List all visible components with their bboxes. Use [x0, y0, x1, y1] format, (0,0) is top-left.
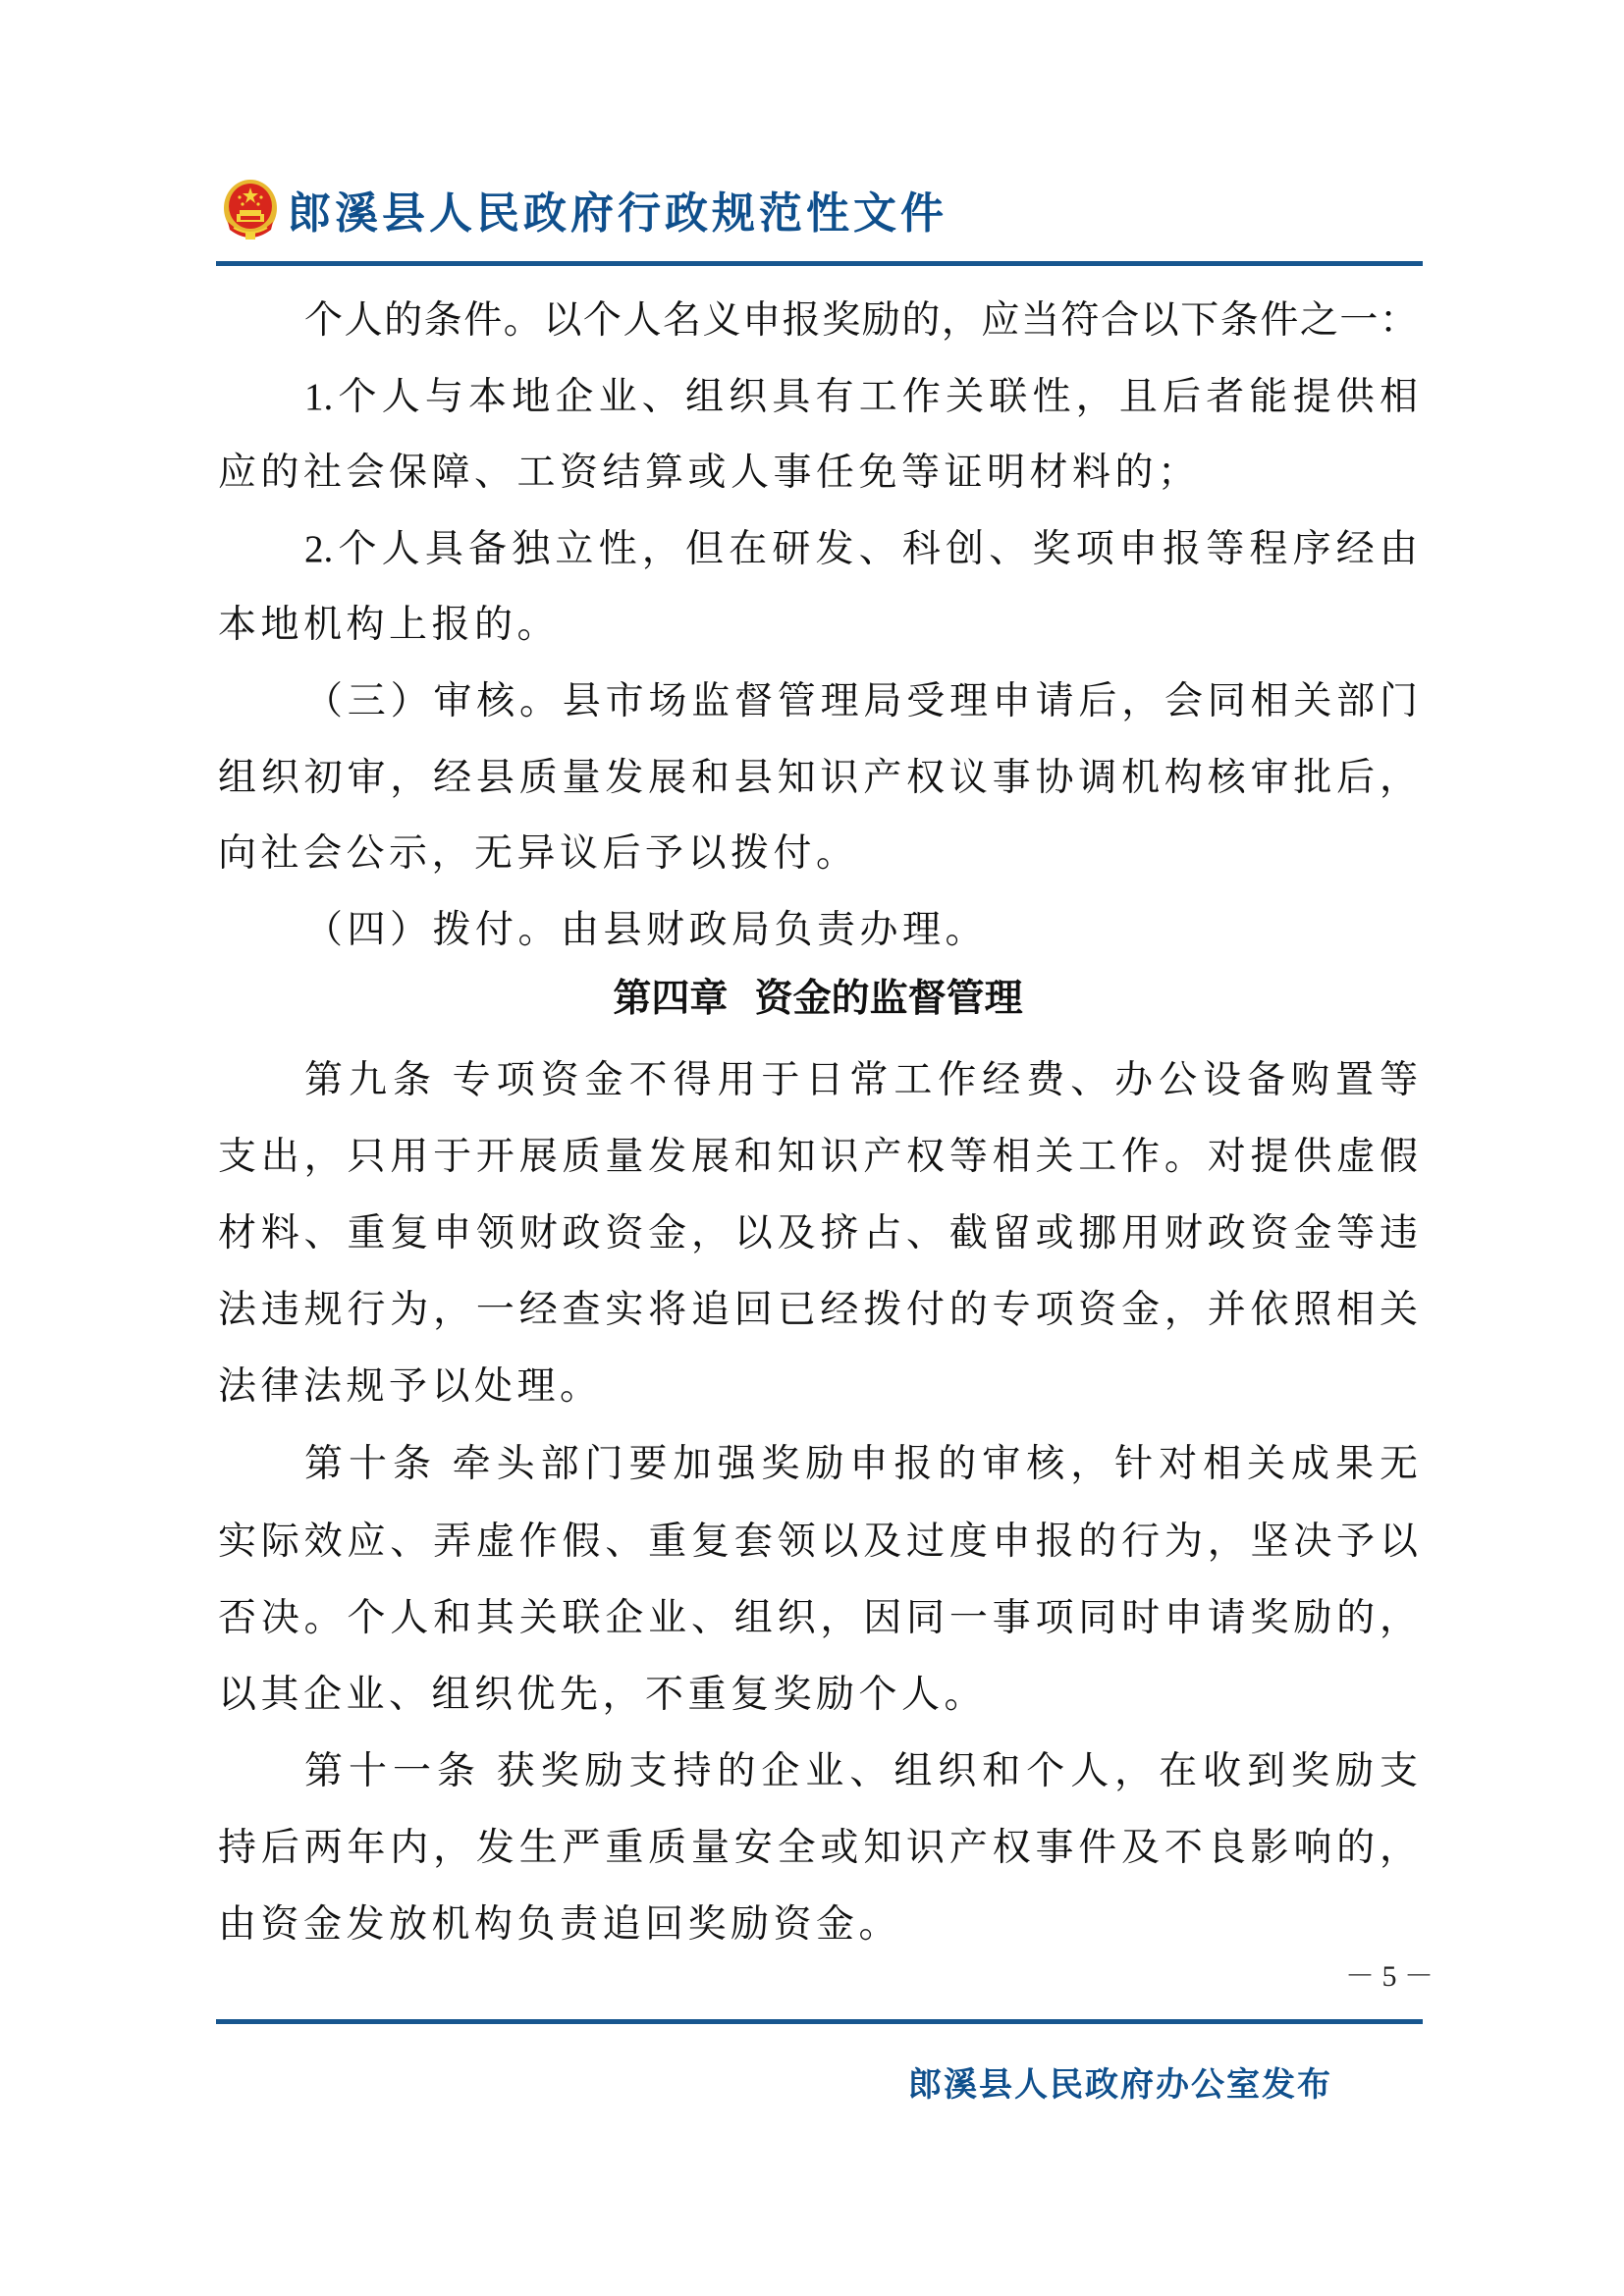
- body-line: 材料、重复申领财政资金，以及挤占、截留或挪用财政资金等违: [218, 1212, 1418, 1255]
- body-line: 应的社会保障、工资结算或人事任免等证明材料的；: [218, 452, 1201, 494]
- body-line: 向社会公示，无异议后予以拨付。: [218, 832, 859, 875]
- chapter-heading: 第四章 资金的监督管理: [613, 977, 1023, 1021]
- publisher-footer: 郎溪县人民政府办公室发布: [908, 2065, 1332, 2105]
- body-line: （三）审核。县市场监督管理局受理申请后，会同相关部门: [304, 680, 1418, 722]
- body-line: 本地机构上报的。: [218, 604, 561, 646]
- document-series-title: 郎溪县人民政府行政规范性文件: [288, 188, 947, 239]
- body-line: 第十一条 获奖励支持的企业、组织和个人，在收到奖励支: [304, 1750, 1418, 1792]
- body-line: 第十条 牵头部门要加强奖励申报的审核，针对相关成果无: [304, 1443, 1418, 1485]
- footer-divider: [216, 2019, 1423, 2024]
- national-emblem-icon: [222, 179, 279, 241]
- body-line: 持后两年内，发生严重质量安全或知识产权事件及不良影响的，: [218, 1827, 1418, 1869]
- page-number: － 5 －: [1345, 1960, 1434, 1993]
- body-line: （四）拨付。由县财政局负责办理。: [304, 909, 989, 951]
- body-line: 2.个人具备独立性，但在研发、科创、奖项申报等程序经由: [304, 528, 1418, 570]
- body-line: 法违规行为，一经查实将追回已经拨付的专项资金，并依照相关: [218, 1289, 1418, 1331]
- body-line: 否决。个人和其关联企业、组织，因同一事项同时申请奖励的，: [218, 1597, 1418, 1639]
- body-line: 组织初审，经县质量发展和县知识产权议事协调机构核审批后，: [218, 757, 1418, 799]
- header-divider: [216, 261, 1423, 266]
- body-line: 法律法规予以处理。: [218, 1365, 603, 1408]
- body-line: 个人的条件。以个人名义申报奖励的，应当符合以下条件之一：: [304, 299, 1418, 342]
- body-line: 由资金发放机构负责追回奖励资金。: [218, 1903, 902, 1946]
- body-line: 1.个人与本地企业、组织具有工作关联性，且后者能提供相: [304, 376, 1418, 418]
- body-line: 支出，只用于开展质量发展和知识产权等相关工作。对提供虚假: [218, 1136, 1418, 1178]
- body-line: 实际效应、弄虚作假、重复套领以及过度申报的行为，坚决予以: [218, 1521, 1418, 1563]
- body-line: 第九条 专项资金不得用于日常工作经费、办公设备购置等: [304, 1059, 1418, 1101]
- body-line: 以其企业、组织优先，不重复奖励个人。: [218, 1674, 988, 1716]
